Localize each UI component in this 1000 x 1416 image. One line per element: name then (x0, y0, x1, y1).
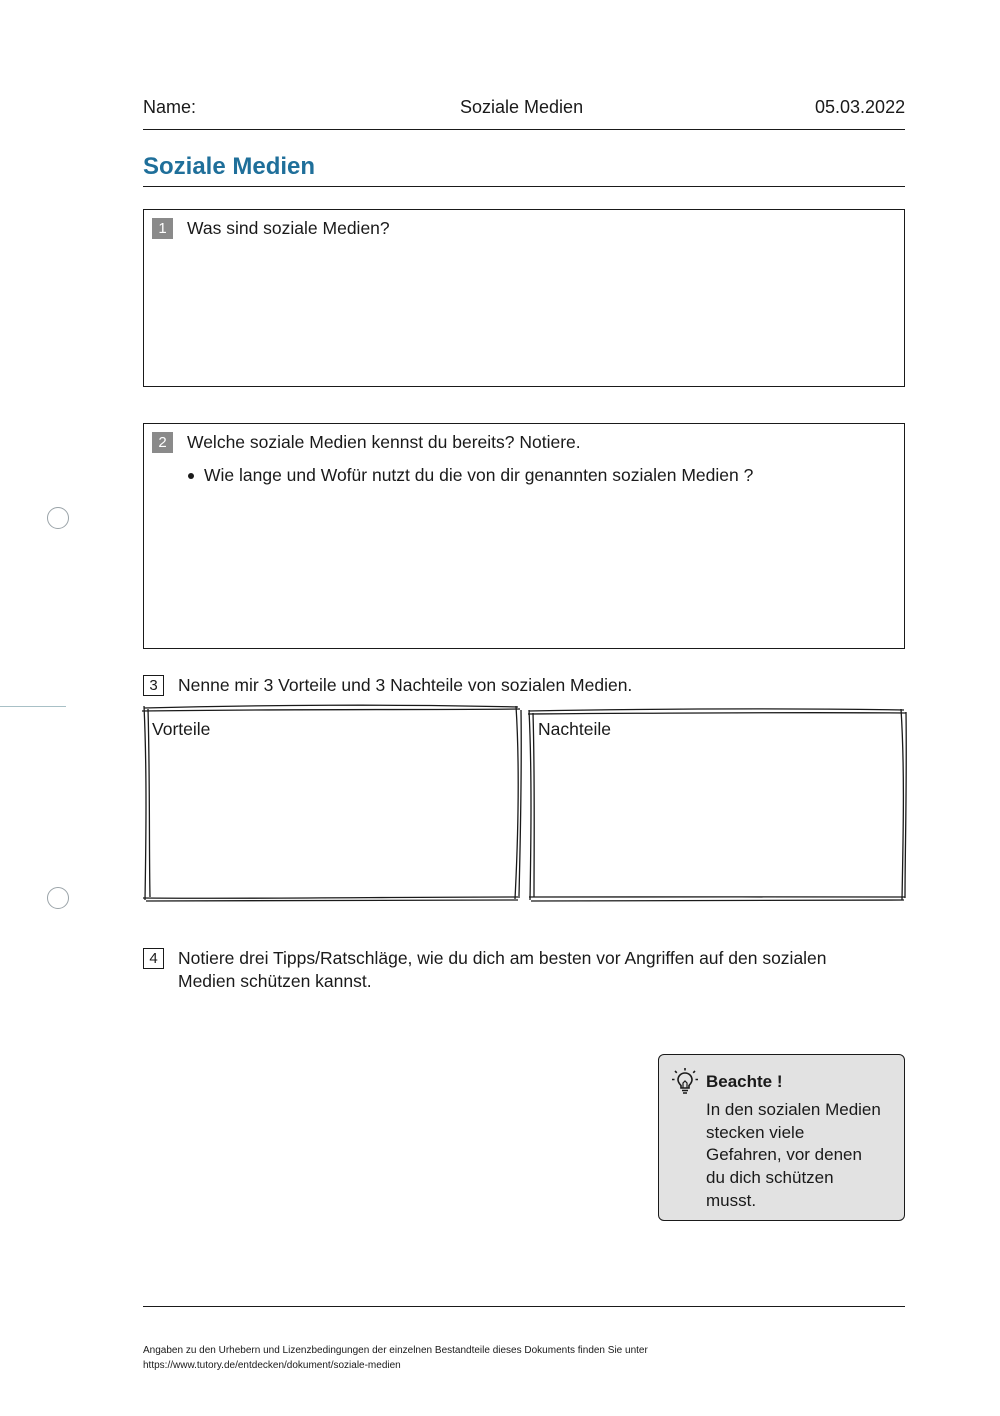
task-2-answer-box[interactable] (143, 423, 905, 649)
task-1-answer-box[interactable] (143, 209, 905, 387)
note-line: stecken viele (706, 1122, 805, 1142)
note-text (706, 1099, 901, 1213)
vorteile-label: Vorteile (152, 719, 211, 739)
task-1-number: 1 (152, 218, 173, 239)
nachteile-label: Nachteile (538, 719, 611, 739)
footer-rule (143, 1306, 905, 1307)
bullet-dot (188, 473, 194, 479)
note-title: Beachte ! (706, 1072, 783, 1091)
task-3-number: 3 (143, 675, 164, 696)
note-box (658, 1054, 905, 1221)
note-line: In den sozialen Medien (706, 1100, 881, 1119)
header-date: 05.03.2022 (815, 97, 906, 117)
task-1-question: Was sind soziale Medien? (187, 218, 390, 238)
note-line: du dich schützen (706, 1168, 834, 1188)
header-title: Soziale Medien (460, 97, 584, 117)
punch-hole-bottom (47, 887, 69, 909)
task-2-bullet: Wie lange und Wofür nutzt du die von dir genannten sozialen Medien ? (204, 465, 754, 485)
task-4-number: 4 (143, 948, 164, 969)
task-3-question: Nenne mir 3 Vorteile und 3 Nachteile von sozialen Medien. (178, 675, 633, 695)
punch-hole-top (47, 507, 69, 529)
page-title: Soziale Medien (143, 153, 316, 180)
footer-text (143, 1343, 648, 1373)
title-rule (143, 186, 905, 187)
task-4-question-line-2: Medien schützen kannst. (178, 971, 372, 991)
header-rule (143, 129, 905, 130)
task-2-number: 2 (152, 432, 173, 453)
lightbulb-icon (671, 1067, 699, 1095)
fold-mark (0, 706, 66, 707)
footer-line-1: Angaben zu den Urhebern und Lizenzbedingungen der einzelnen Bestandteile dieses Dokuments finden Sie unter (143, 1345, 648, 1356)
note-line: musst. (706, 1190, 757, 1210)
note-line: Gefahren, vor denen (706, 1145, 862, 1165)
task-4-question-line-1: Notiere drei Tipps/Ratschläge, wie du dich am besten vor Angriffen auf den sozialen (178, 948, 827, 968)
name-label: Name: (143, 97, 197, 117)
task-2-question: Welche soziale Medien kennst du bereits? Notiere. (187, 432, 581, 452)
footer-link[interactable]: https://www.tutory.de/entdecken/dokument/soziale-medien (143, 1360, 401, 1371)
